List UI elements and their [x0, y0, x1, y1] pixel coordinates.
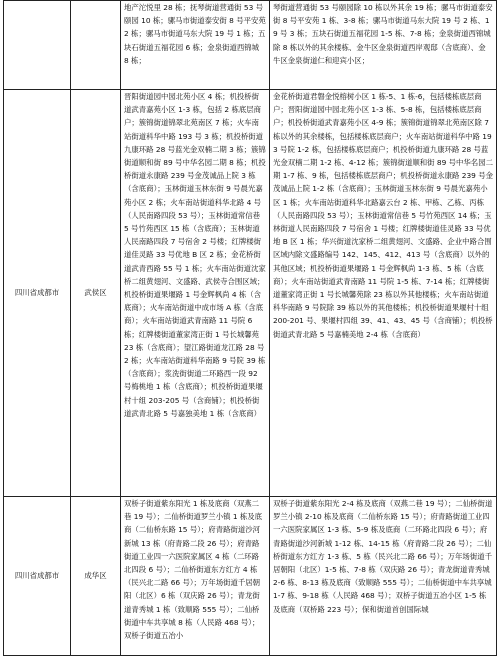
district-cell: 武侯区: [71, 90, 121, 497]
areas-b-cell: [270, 1, 497, 90]
district-cell: [71, 1, 121, 90]
areas-a-cell: [121, 1, 270, 90]
table-row: [4, 1, 497, 90]
areas-a-text: 双桥子街道紫东阳光 1 栋及底商（双燕二巷 19 号）；二仙桥街道罗兰小镇 1 栋及底商（二仙桥东路 15 号）；府青路街道沙河新城 13 栋（府青路二段 26 号）；府青路街道工业四一六医院家属区 4 栋（二环路北四段 6 号）；二仙桥街道东方红方 4 栋（民兴北二路 66 号）；万年场街道千居朝阳（北区）6 栋（双庆路 26 号）；青龙街道青秀城 1 栋（致顺路 555 号）；二仙桥街道中车共享城 8 栋（人民路 468 号）；双桥子街道五冶小: [124, 499, 263, 641]
areas-b-cell: [270, 90, 497, 497]
areas-a-text: 晋阳街道园中园北苑小区 4 栋；机投桥街道武青嘉苑小区 1-3 栋，包括 2 栋底层商户；簇锦街道锦翠北苑南区 7 栋；火车南站街道科华中路 193 号 3 栋；机投桥街道九康环路 28 号蓝光金双楠二期 3 栋；簇锦街道顺和街 89 号中华名园二期 8 栋；机投桥街道永康路 239 号金茂诚品上院 3 栋（含底商）；玉林街道玉林东街 9 号晨光嘉苑小区 2 栋；火车南站街道科华北路 4 号（人民南路四段 53 号）；玉林街道常信巷 5 号竹苑西区 15 栋（含底商）；玉林街道人民南路四段 7 号宿舍 2 号楼；红牌楼街道佳灵路 33 号优地 B 区 2 栋；金花桥街道武青西路 55 号 1 栋；火车南站街道沈家桥二组黄翅河、文盛路、武侯寺合围区域；机投桥街道果堰路 1 号金辉枫尚 4 栋（含底商）；火车南站街道中成市场 A 栋（含底商）；火车南站街道武青南路 11 号院 6 栋；红牌楼街道董家湾正街 1 号长城馨苑 23 栋（含底商）；望江路街道龙江路 28 号 2 栋；火车南站街道科华南路 9 号院 39 栋（含底商）；浆洗街街道二环路西一段 92 号梅桃地 1 栋（含底商）；机投桥街道果堰村十组 203-205 号（含商铺）；机投桥街道武青北路 5 号嘉独美地 1 栋（含底商）: [124, 92, 266, 418]
areas-b-text: 金花桥街道君磐金悦榕树小区 1 栋-5、1 栋-6，包括楼栋底层商户；晋阳街道园中园北苑小区 1-3 栋、5-8 栋，包括楼栋底层商户；机投桥街道武青嘉苑小区 4-9 栋；簇锦街道锦翠北苑南区除 7 栋以外的其余楼栋，包括楼栋底层商户；火车南站街道科华中路 193 号院 1-2 栋，包括楼栋底层商户；机投桥街道九康环路 28 号蓝光金双楠二期 1-2 栋、4-12 栋；簇锦街道顺和街 89 号中华名园二期 1-7 栋、9 栋，包括楼栋底层商户；机投桥街道永康路 239 号金茂诚品上院 1-2 栋（含底商）；玉林街道玉林东街 9 号晨光嘉苑小区 1 栋；火车南站街道科华北路嘉云台 2 栋、甲栋、乙栋、丙栋（人民南路四段 53 号）；玉林街道常信巷 5 号竹苑西区 14 栋；玉林街道人民南路四段 7 号宿舍 1 号楼；红牌楼街道佳灵路 33 号优地 B 区 1 栋；华兴街道沈家桥二组黄翅河、文盛路、企业中路合围区域内除文盛路编号 142、145、412、413 号（含底商）以外的其他区域；机投桥街道果堰路 1 号金辉枫尚 1-3 栋、5 栋（含底商）；火车南站街道武青南路 11 号院 1-5 栋、7-14 栋；红牌楼街道董家湾正街 1 号长城馨苑除 23 栋以外其他楼栋；火车南站街道科华南路 9 号院除 39 栋以外的其他楼栋；机投桥街道果堰村十组 200-201 号、果堰村四组 39、41、43、45 号（含商铺）；机投桥街道武青北路 5 号嘉楠美地 2-4 栋（含底商）: [273, 92, 493, 339]
province-city-cell: 四川省成都市: [4, 90, 71, 497]
areas-b-cell: [270, 497, 497, 656]
areas-a-cell: [121, 497, 270, 656]
areas-b-text: 双桥子街道紫东阳光 2-4 栋及底商（双燕二巷 19 号）；二仙桥街道罗兰小镇 2-10 栋及底商（二仙桥东路 15 号）；府青路街道工业四一六医院家属区 1-3 栋、5-9 栋及底商（二环路北四段 6 号）；府青路街道沙河新城 1-12 栋、14-15 栋（府青路二段 26 号）；二仙桥街道东方红方 1-3 栋、5 栋（民兴北二路 66 号）；万年场街道千居朝阳（北区）1-5 栋、7-8 栋（双庆路 26 号）；青龙街道青秀城 2-6 栋、8-13 栋及底商（致顺路 555 号）；二仙桥街道中车共享城 1-7 栋、9-18 栋（人民路 468 号）；双桥子街道五冶小区 1-5 栋及底商（双桥路 223 号）；保和街道首创国际城: [273, 499, 493, 614]
table-row: [4, 497, 497, 656]
province-city-cell: 四川省成都市: [4, 497, 71, 656]
areas-a-text: 地产沱悦里 28 栋；抚琴街道营通街 53 号颐园 10 栋；骡马市街道泰安街 8 号平安苑 2 栋；骡马市街道马东大院 19 号 1 栋；五块石街道五福花园 6 栋；金泉街道西锦城 8 栋；: [124, 3, 266, 65]
table-row: [4, 90, 497, 497]
district-cell: 成华区: [71, 497, 121, 656]
province-city-cell: [4, 1, 71, 90]
areas-b-text: 琴街道营通街 53 号颐园除 10 栋以外其余 19 栋；骡马市街道泰安街 8 号平安苑 1 栋、3-8 栋；骡马市街道马东大院 19 号 2 栋、19 号 3 栋；五块石街道五福花园 1-5 栋、7-8 栋；金泉街道西锦城除 8 栋以外的其余楼栋、金牛区金泉街道西岸观邸（含底商）、金牛区金泉街道仁和迎宾小区；: [273, 3, 493, 65]
district-table: [3, 0, 497, 656]
areas-a-cell: [121, 90, 270, 497]
